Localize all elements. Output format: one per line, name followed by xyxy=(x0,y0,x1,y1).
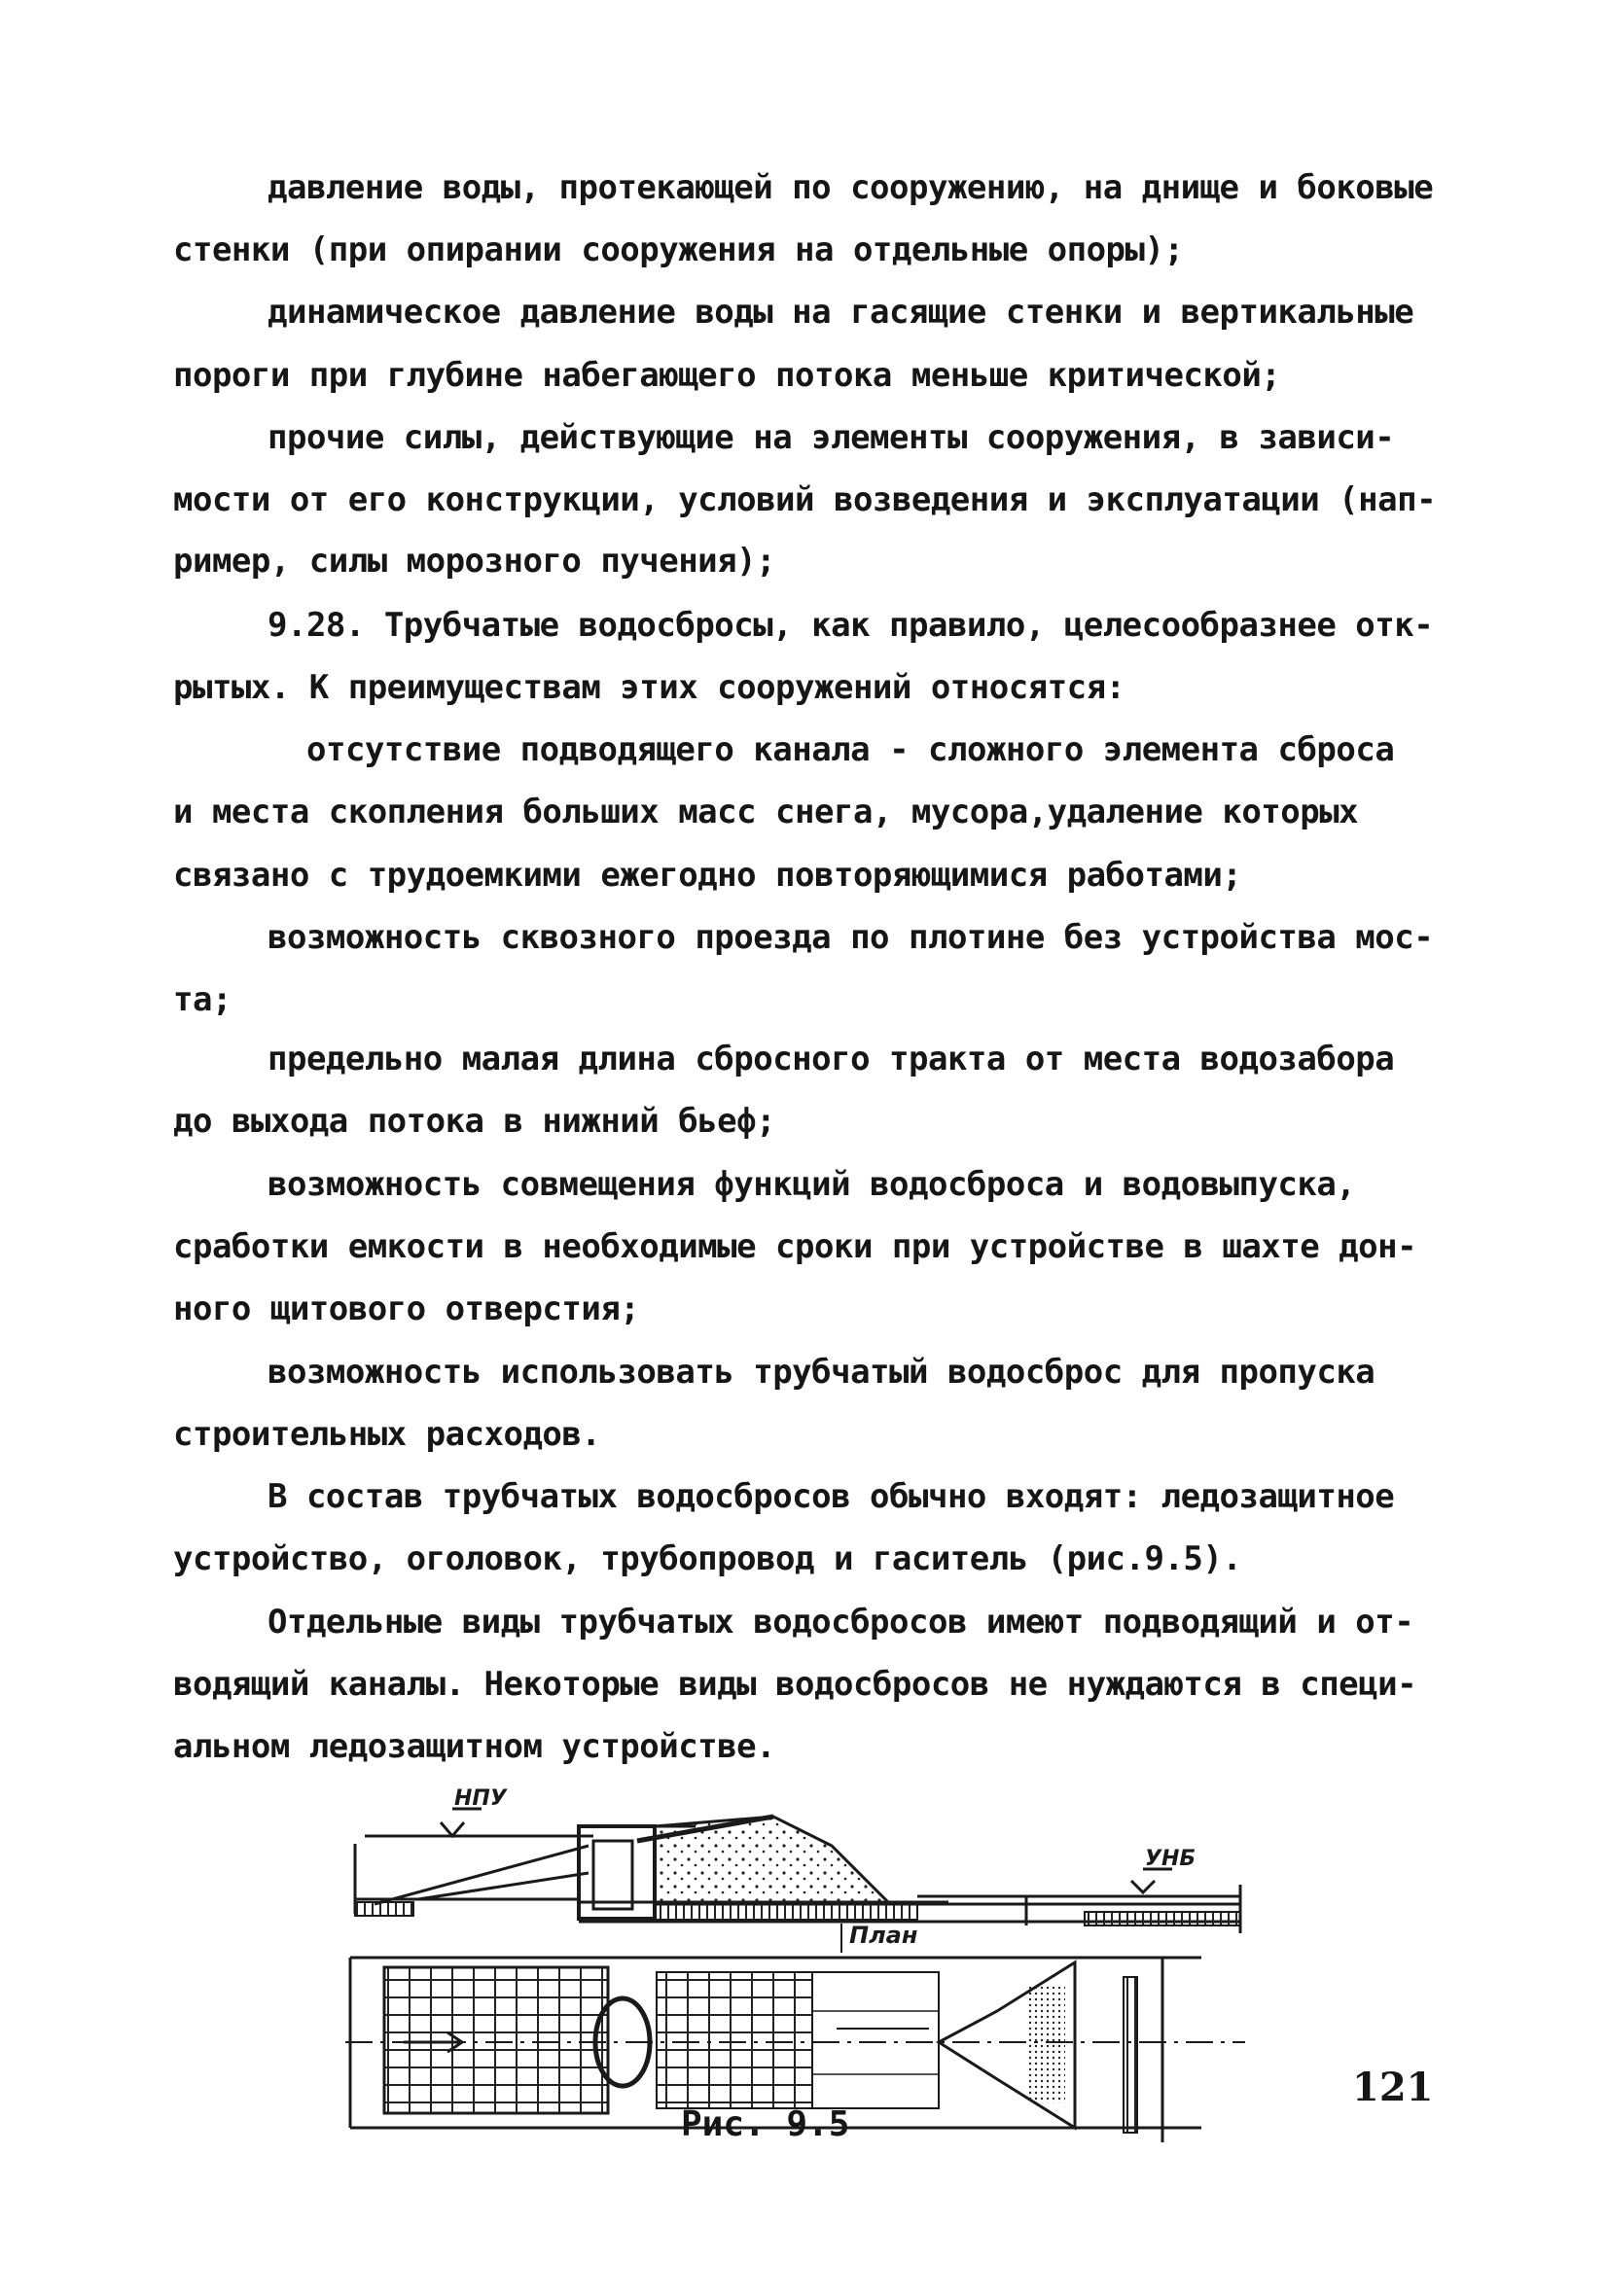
text-line: возможность совмещения функций водосброса и водовыпуска, xyxy=(268,1165,1356,1204)
upstream-level-label: НПУ xyxy=(454,1787,507,1811)
text-line: альном ледозащитном устройстве. xyxy=(173,1727,776,1766)
text-line: Отдельные виды трубчатых водосбросов имеют подводящий и от- xyxy=(268,1603,1414,1642)
text-line: пороги при глубине набегающего потока меньше критической; xyxy=(173,356,1281,395)
text-line: сработки емкости в необходимые сроки при устройстве в шахте дон- xyxy=(173,1227,1417,1266)
text-line: В состав трубчатых водосбросов обычно входят: ледозащитное xyxy=(268,1477,1395,1516)
text-line: возможность сквозного проезда по плотине без устройства мос- xyxy=(268,918,1434,957)
text-line: отсутствие подводящего канала - сложного элемента сброса xyxy=(306,730,1395,769)
text-line: та; xyxy=(173,980,232,1019)
text-line: предельно малая длина сбросного тракта от места водозабора xyxy=(268,1040,1395,1078)
text-line: связано с трудоемкими ежегодно повторяющимися работами; xyxy=(173,856,1242,895)
page-number: 121 xyxy=(1352,2065,1434,2110)
text-line: устройство, оголовок, трубопровод и гаситель (рис.9.5). xyxy=(173,1539,1242,1578)
text-line: и места скопления больших масс снега, мусора,удаление которых xyxy=(173,793,1359,831)
spillway-figure xyxy=(345,1787,1245,2147)
downstream-level-label: УНБ xyxy=(1145,1847,1196,1871)
text-line: ример, силы морозного пучения); xyxy=(173,542,776,581)
figure-caption: Рис. 9.5 xyxy=(681,2104,850,2144)
text-line: прочие силы, действующие на элементы сооружения, в зависи- xyxy=(268,418,1395,457)
text-line: стенки (при опирании сооружения на отдельные опоры); xyxy=(173,230,1184,269)
section-view xyxy=(355,1809,1240,1953)
text-line: мости от его конструкции, условий возведения и эксплуатации (нап- xyxy=(173,480,1437,519)
plan-label: План xyxy=(849,1922,918,1949)
text-line: строительных расходов. xyxy=(173,1415,601,1454)
text-line: динамическое давление воды на гасящие стенки и вертикальные xyxy=(268,293,1414,332)
text-line: возможность использовать трубчатый водосброс для пропуска xyxy=(268,1353,1375,1392)
section-line: 9.28. Трубчатые водосбросы, как правило, целесообразнее отк- xyxy=(268,606,1434,645)
text-line: давление воды, протекающей по сооружению, на днище и боковые xyxy=(268,168,1434,207)
text-line: до выхода потока в нижний бьеф; xyxy=(173,1102,776,1141)
text-line: водящий каналы. Некоторые виды водосбросов не нуждаются в специ- xyxy=(173,1665,1417,1704)
text-line: ного щитового отверстия; xyxy=(173,1289,640,1328)
text-line: рытых. К преимуществам этих сооружений относятся: xyxy=(173,668,1125,707)
